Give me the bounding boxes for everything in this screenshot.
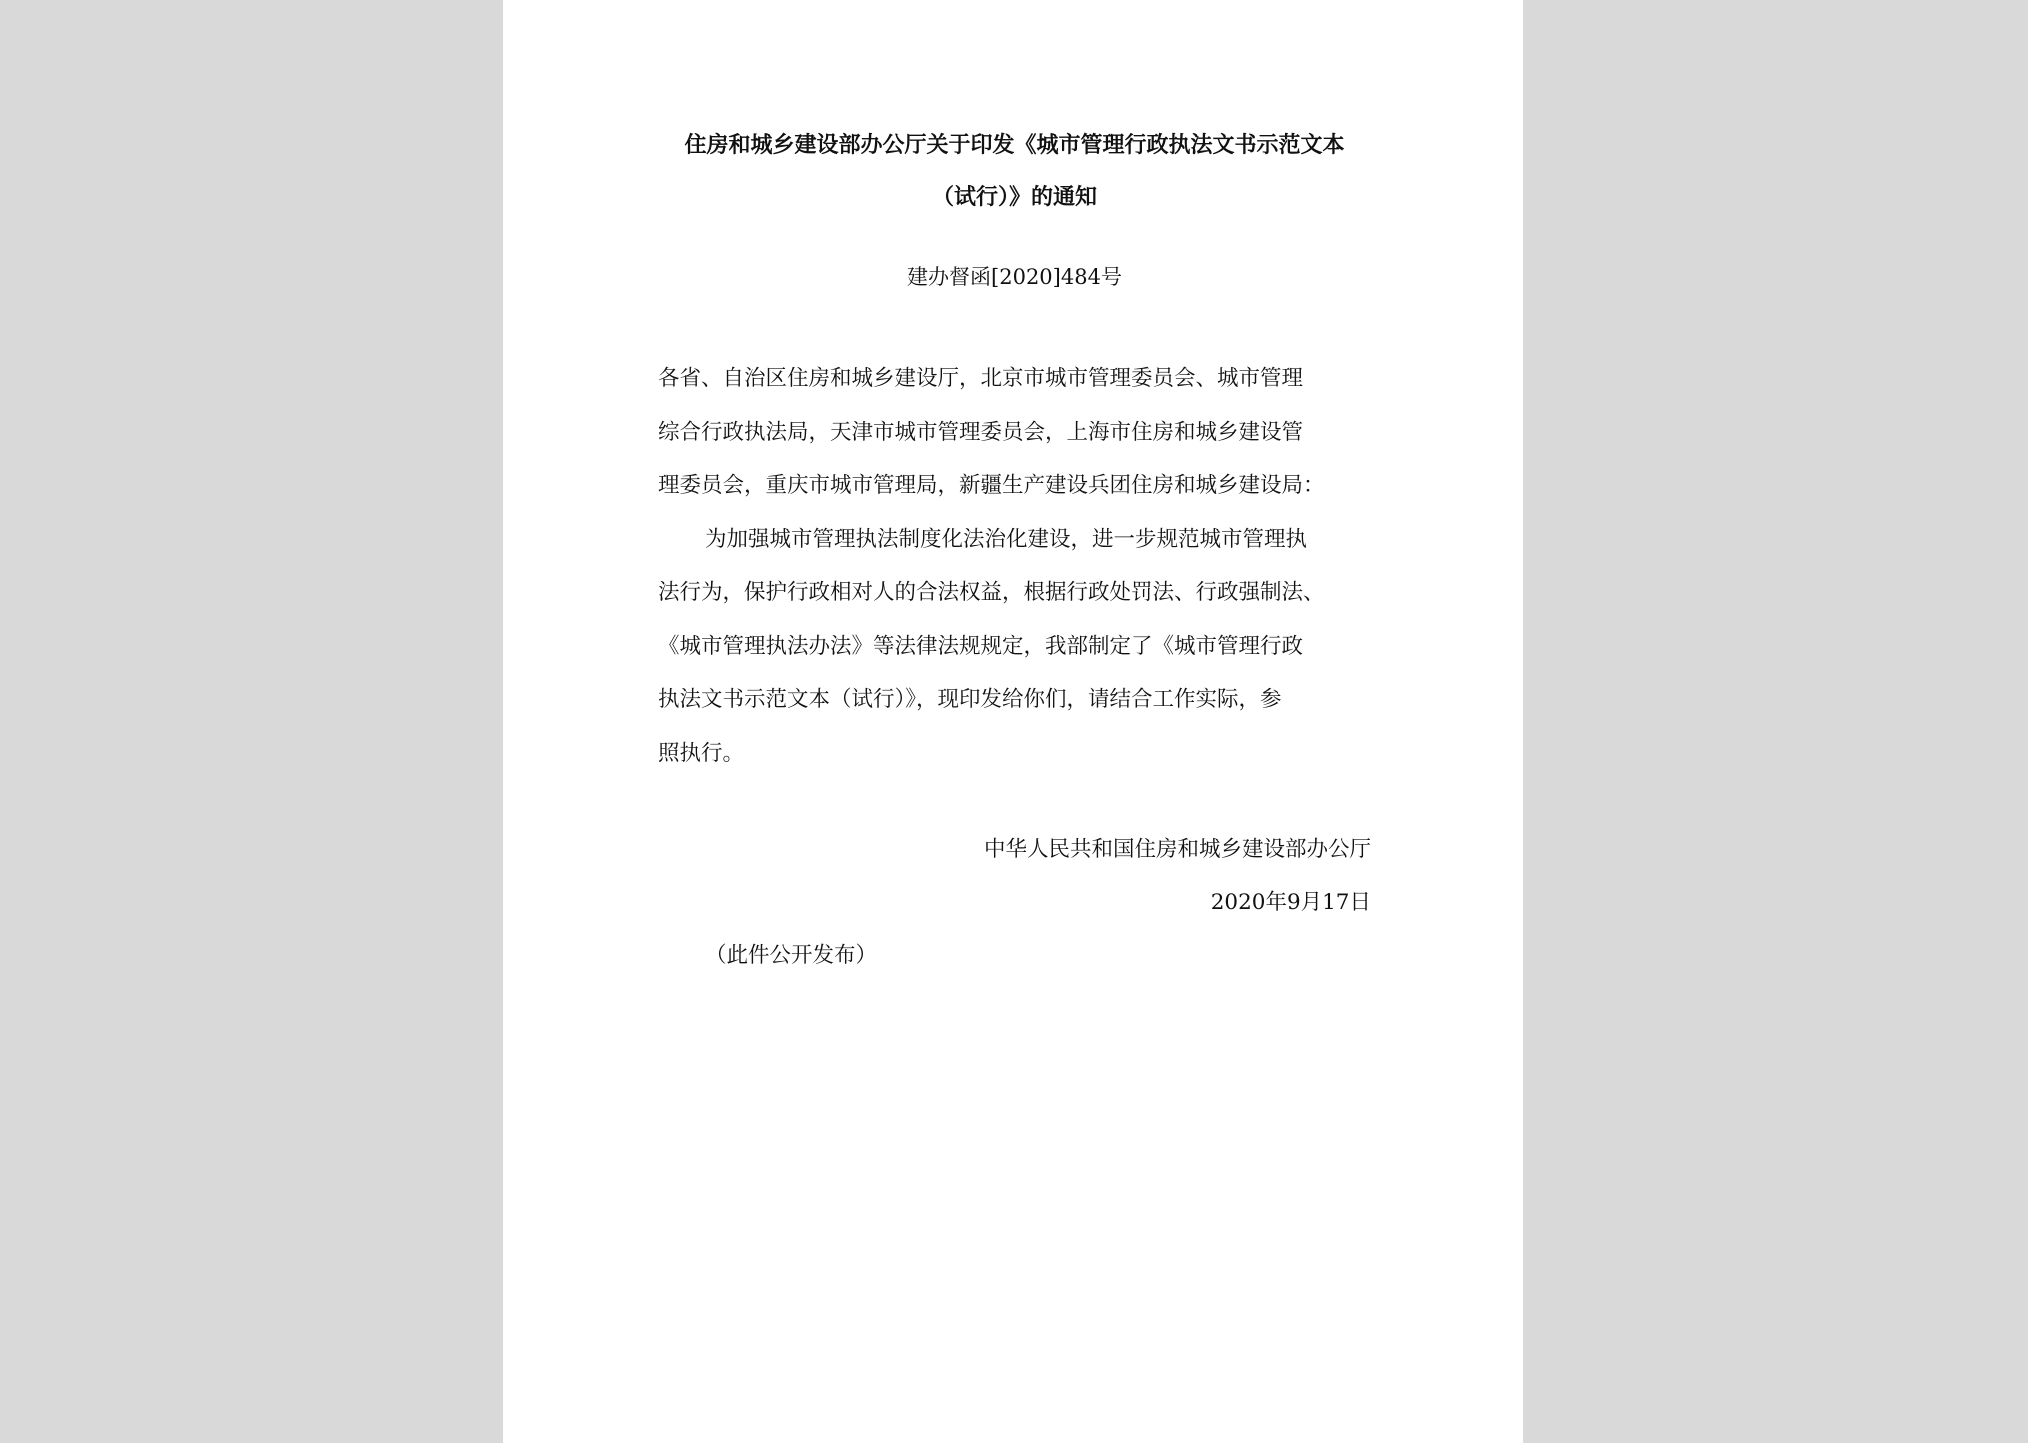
signing-date: 2020年9月17日 bbox=[1210, 890, 1371, 915]
addressee-line-2: 综合行政执法局，天津市城市管理委员会，上海市住房和城乡建设管 bbox=[658, 419, 1304, 445]
body-line-2: 法行为，保护行政相对人的合法权益，根据行政处罚法、行政强制法、 bbox=[658, 580, 1325, 605]
body-line-1: 为加强城市管理执法制度化法治化建设，进一步规范城市管理执 bbox=[705, 526, 1308, 552]
signer: 中华人民共和国住房和城乡建设部办公厅 bbox=[983, 837, 1371, 862]
document-title bbox=[658, 120, 1371, 224]
document-number: 建办督函[2020]484号 bbox=[907, 265, 1122, 289]
document-body bbox=[658, 352, 1371, 780]
addressee-line-1: 各省、自治区住房和城乡建设厅，北京市城市管理委员会、城市管理 bbox=[658, 366, 1304, 391]
title-line-1: 住房和城乡建设部办公厅关于印发《城市管理行政执法文书示范文本 bbox=[684, 133, 1345, 158]
addressee-line-3: 理委员会，重庆市城市管理局，新疆生产建设兵团住房和城乡建设局： bbox=[658, 473, 1325, 498]
document-content bbox=[658, 120, 1371, 982]
publish-note: （此件公开发布） bbox=[705, 943, 878, 968]
signature-block bbox=[658, 823, 1371, 929]
title-line-2: （试行）》的通知 bbox=[931, 185, 1097, 210]
body-line-5: 照执行。 bbox=[658, 740, 745, 766]
body-line-3: 《城市管理执法办法》等法律法规规定，我部制定了《城市管理行政 bbox=[658, 633, 1304, 659]
body-line-4: 执法文书示范文本（试行）》，现印发给你们，请结合工作实际，参 bbox=[658, 687, 1282, 712]
document-page bbox=[503, 0, 1523, 1443]
